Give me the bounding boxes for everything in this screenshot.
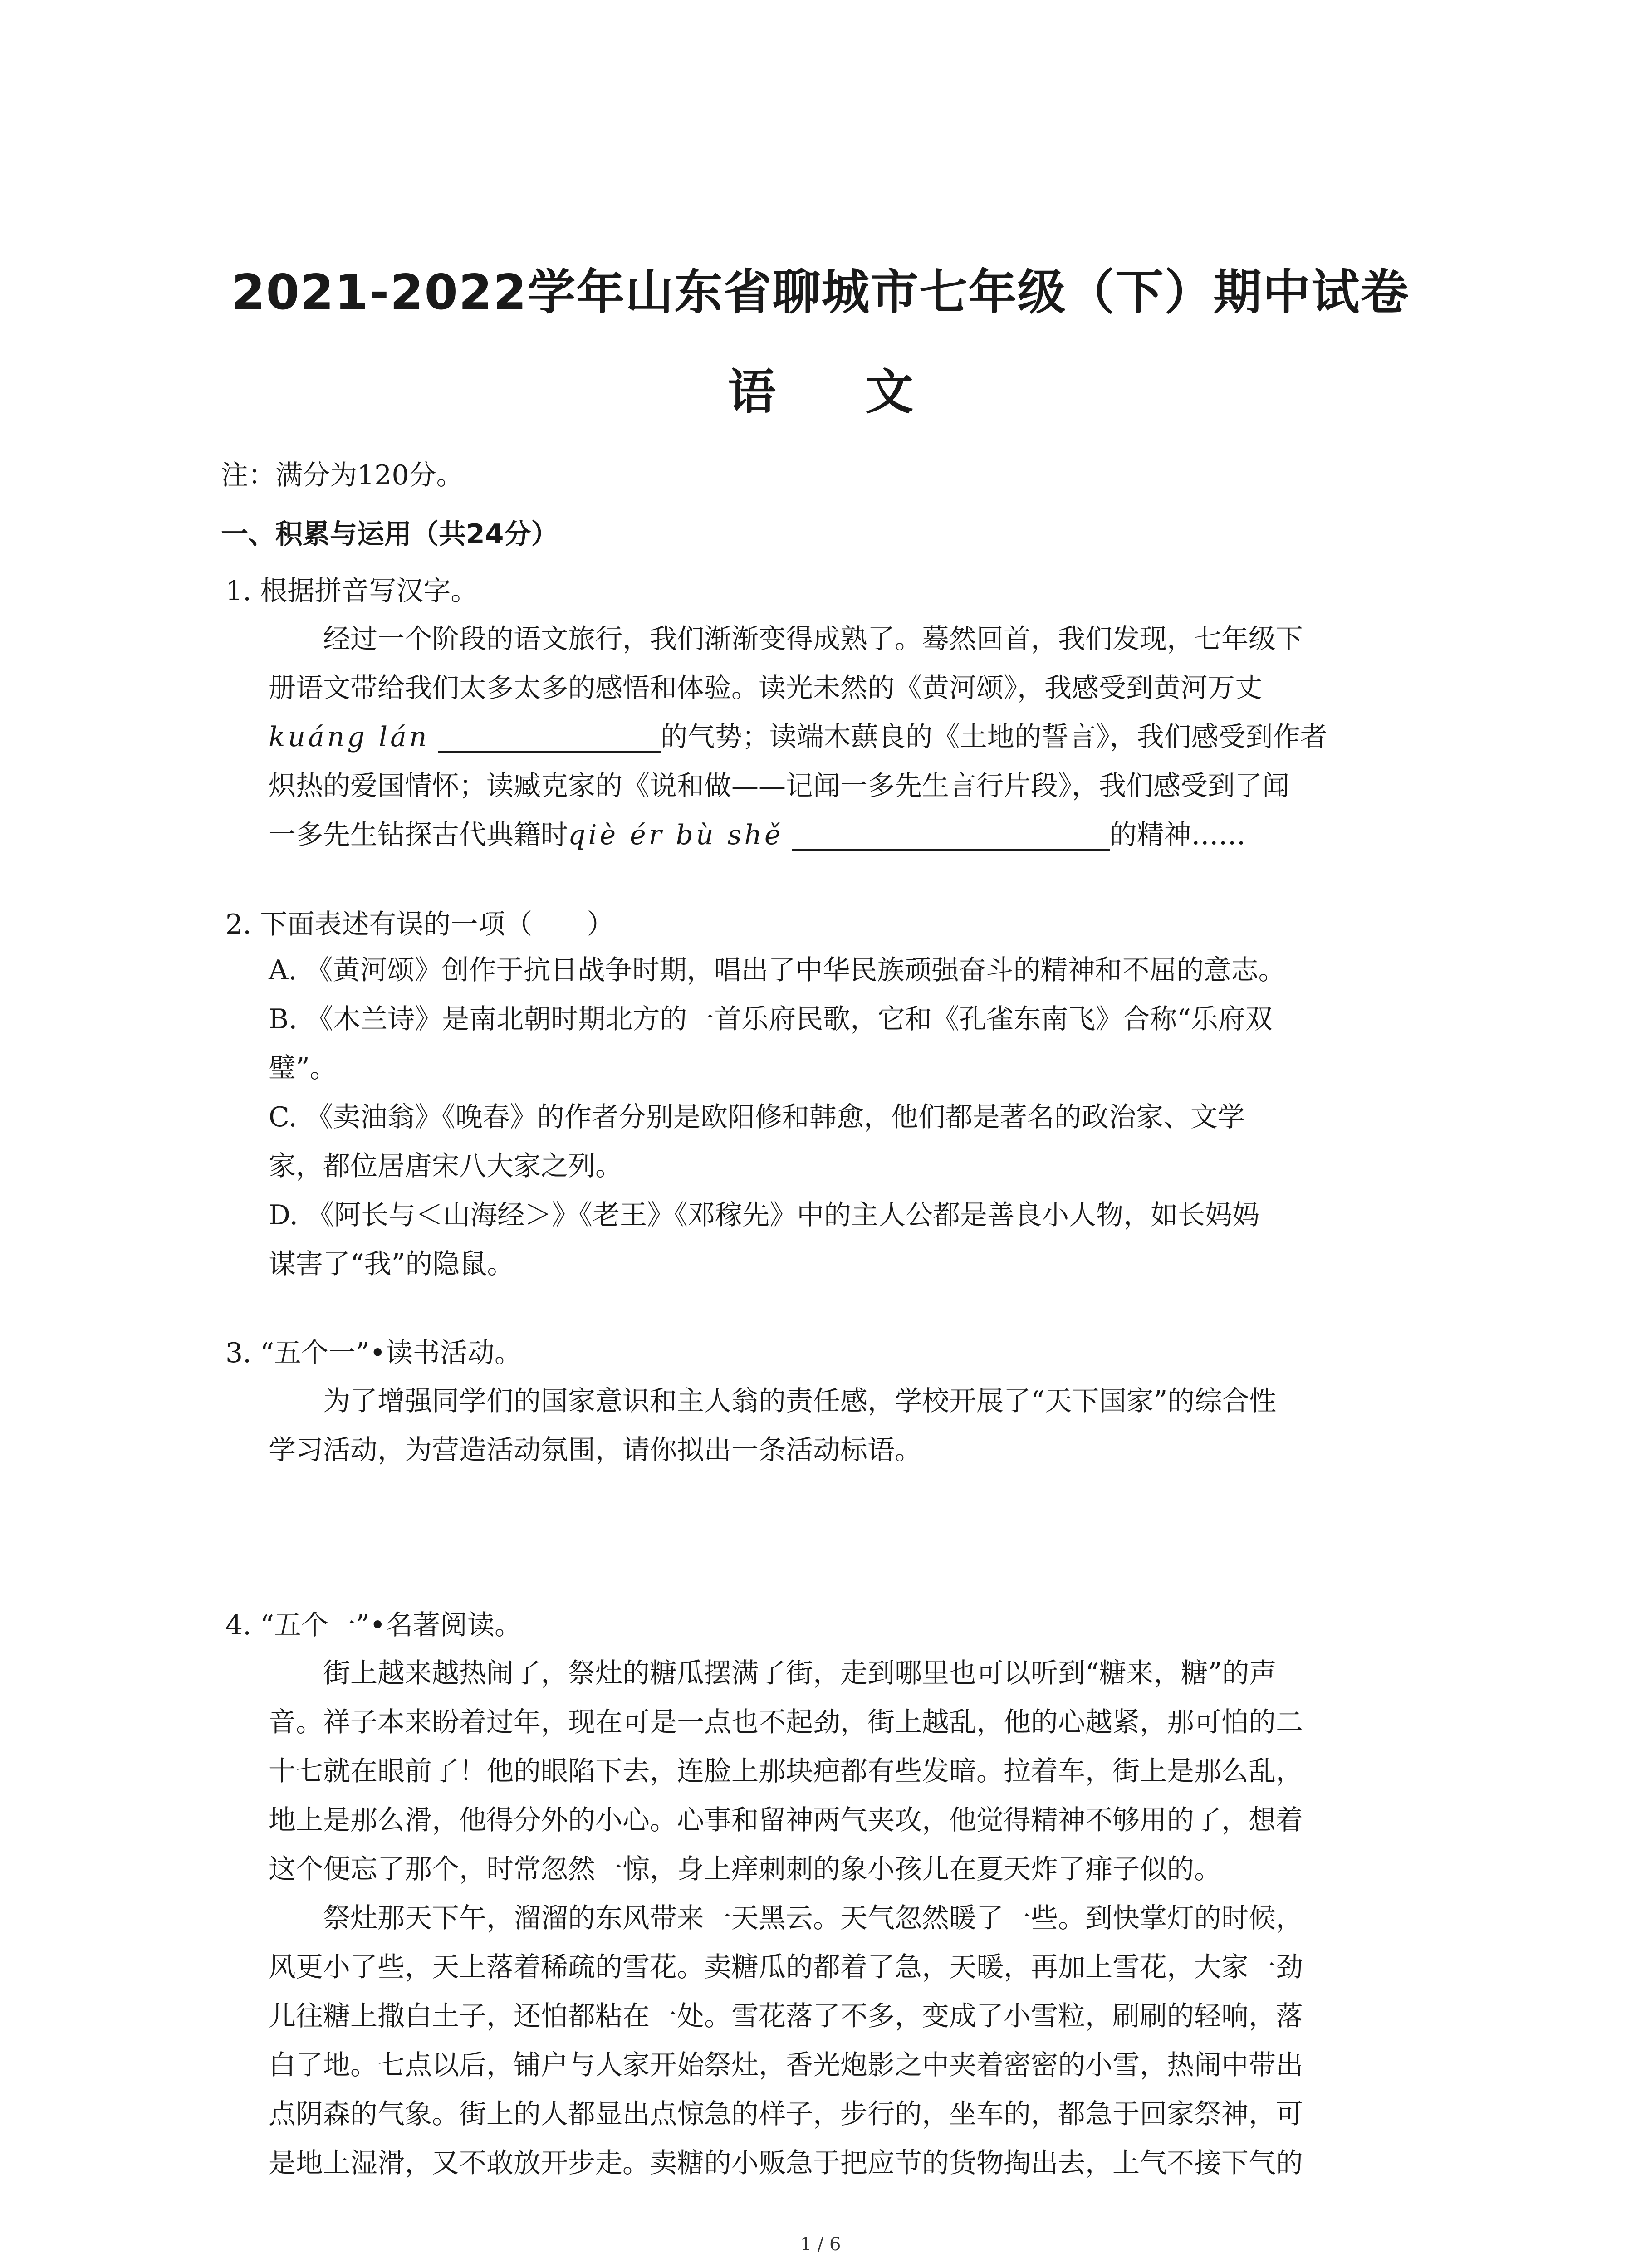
answer-blank-1[interactable] (438, 723, 661, 753)
passage-line: 街上越来越热闹了，祭灶的糖瓜摆满了街，走到哪里也可以听到“糖来，糖”的声 (323, 1657, 1277, 1689)
option-d-cont: 谋害了“我”的隐鼠。 (269, 1248, 514, 1280)
question-1-body (269, 615, 1430, 860)
answer-blank-2[interactable] (792, 821, 1110, 850)
subject-title: 语 文 (728, 364, 950, 420)
question-3-body (269, 1377, 1430, 1475)
pinyin-kuang-lan: kuáng lán (269, 721, 430, 753)
passage-line: 音。祥子本来盼着过年，现在可是一点也不起劲，街上越乱，他的心越紧，那可怕的二 (269, 1706, 1303, 1738)
passage-line: 儿往糖上撒白土子，还怕都粘在一处。雪花落了不多，变成了小雪粒，刷刷的轻响，落 (269, 2000, 1303, 2032)
q1-line-1: 经过一个阶段的语文旅行，我们渐渐变得成熟了。蓦然回首，我们发现，七年级下 (323, 623, 1303, 655)
option-c[interactable]: C. 《卖油翁》《晚春》的作者分别是欧阳修和韩愈，他们都是著名的政治家、文学 (269, 1101, 1245, 1133)
q1-line-3-text: 的气势；读端木蕻良的《土地的誓言》，我们感受到作者 (660, 721, 1327, 753)
q1-line-4: 炽热的爱国情怀；读臧克家的《说和做——记闻一多先生言行片段》，我们感受到了闻 (269, 770, 1289, 802)
question-4-heading: 4. “五个一”•名著阅读。 (225, 1609, 522, 1641)
page-title: 2021-2022学年山东省聊城市七年级（下）期中试卷 (231, 264, 1410, 320)
option-b-cont: 璧”。 (269, 1052, 337, 1084)
question-1-heading: 1. 根据拼音写汉字。 (225, 575, 478, 607)
pinyin-qie-er-bu-she: qiè ér bù shě (568, 819, 784, 851)
passage-line: 点阴森的气象。街上的人都显出点惊急的样子，步行的，坐车的，都急于回家祭神，可 (269, 2098, 1303, 2130)
passage-line: 地上是那么滑，他得分外的小心。心事和留神两气夹攻，他觉得精神不够用的了，想着 (269, 1804, 1303, 1836)
q1-line-5 (269, 811, 1430, 860)
q1-line-3 (269, 713, 1430, 762)
question-2-options (269, 946, 1430, 1289)
passage-line: 祭灶那天下午，溜溜的东风带来一天黑云。天气忽然暖了一些。到快掌灯的时候， (323, 1902, 1303, 1934)
option-c-cont: 家，都位居唐宋八大家之列。 (269, 1150, 622, 1182)
passage-line: 风更小了些，天上落着稀疏的雪花。卖糖瓜的都着了急，天暖，再加上雪花，大家一劲 (269, 1951, 1303, 1983)
passage-line: 白了地。七点以后，铺户与人家开始祭灶，香光炮影之中夹着密密的小雪，热闹中带出 (269, 2049, 1303, 2081)
q1-line-2: 册语文带给我们太多太多的感悟和体验。读光未然的《黄河颂》，我感受到黄河万丈 (269, 672, 1262, 704)
question-2-heading: 2. 下面表述有误的一项（ ） (225, 909, 614, 940)
q3-line-1: 为了增强同学们的国家意识和主人翁的责任感，学校开展了“天下国家”的综合性 (323, 1385, 1277, 1417)
q3-line-2: 学习活动，为营造活动氛围，请你拟出一条活动标语。 (269, 1434, 922, 1466)
passage-line: 是地上湿滑，又不敢放开步走。卖糖的小贩急于把应节的货物掏出去，上气不接下气的 (269, 2147, 1303, 2179)
passage-line: 这个便忘了那个，时常忽然一惊，身上痒刺刺的象小孩儿在夏天炸了痱子似的。 (269, 1853, 1221, 1885)
option-a[interactable]: A. 《黄河颂》创作于抗日战争时期，唱出了中华民族顽强奋斗的精神和不屈的意志。 (269, 954, 1286, 986)
question-4-passage (269, 1649, 1430, 2188)
page-number: 1 / 6 (800, 2234, 841, 2255)
score-note: 注：满分为120分。 (221, 459, 464, 491)
section-heading: 一、积累与运用（共24分） (221, 518, 558, 550)
option-d[interactable]: D. 《阿长与＜山海经＞》《老王》《邓稼先》中的主人公都是善良小人物，如长妈妈 (269, 1199, 1260, 1231)
passage-line: 十七就在眼前了！他的眼陷下去，连脸上那块疤都有些发暗。拉着车，街上是那么乱， (269, 1755, 1303, 1787)
option-b[interactable]: B. 《木兰诗》是南北朝时期北方的一首乐府民歌，它和《孔雀东南飞》合称“乐府双 (269, 1003, 1273, 1035)
q1-line-5-rest: 的精神…… (1109, 819, 1246, 851)
q1-line-5-text: 一多先生钻探古代典籍时 (269, 819, 568, 851)
question-3-heading: 3. “五个一”•读书活动。 (225, 1337, 522, 1369)
